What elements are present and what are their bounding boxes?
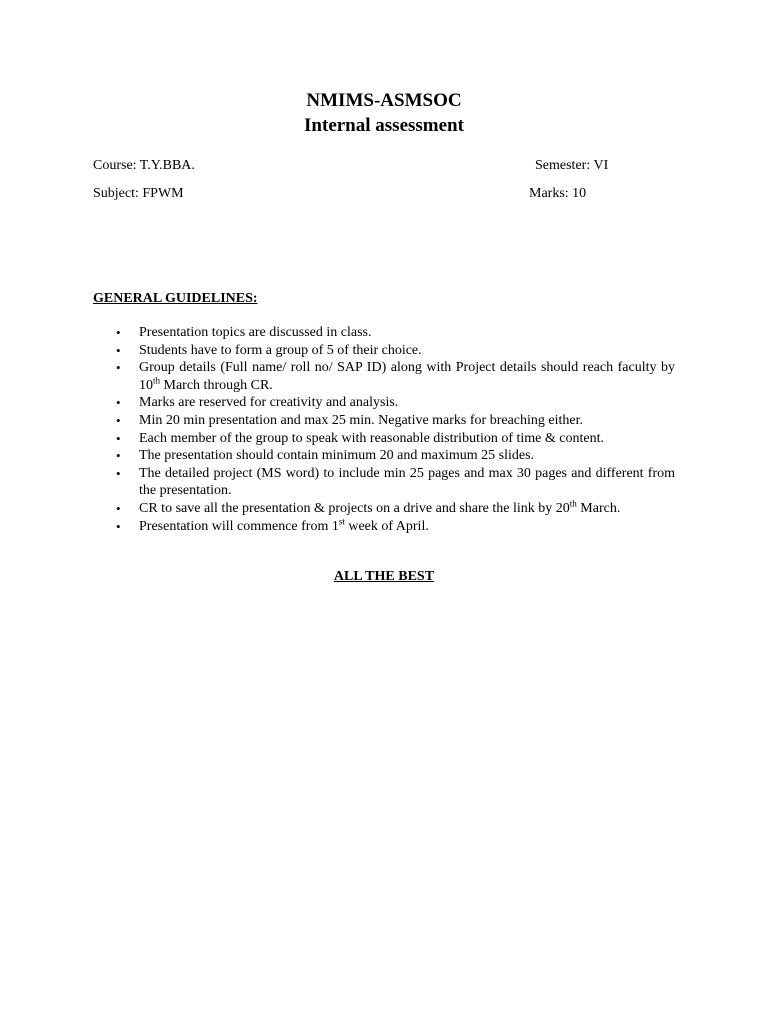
bullet-icon: •	[116, 325, 121, 340]
guideline-item	[93, 412, 675, 430]
guideline-item	[93, 342, 675, 360]
guideline-text: Each member of the group to speak with reasonable distribution of time & content.	[139, 430, 604, 446]
closing-text: ALL THE BEST	[333, 569, 435, 584]
guideline-item	[93, 515, 675, 536]
guideline-item	[93, 324, 675, 342]
closing-line	[0, 568, 768, 586]
bullet-icon: •	[116, 360, 121, 376]
guideline-text: The detailed project (MS word) to include min 25 pages and max 30 pages and different from the presentation.	[139, 465, 675, 499]
semester-label: Semester: VI	[535, 158, 609, 173]
course-label: Course: T.Y.BBA.	[93, 158, 195, 173]
bullet-icon: •	[116, 412, 121, 428]
guidelines-heading: GENERAL GUIDELINES:	[93, 291, 258, 306]
bullet-icon: •	[116, 518, 121, 534]
guideline-item	[93, 359, 675, 394]
bullet-icon: •	[116, 465, 121, 481]
guideline-text-part: Group details (Full name/ roll no/ SAP ID) along with Project details should reach faculty by 10	[139, 360, 675, 393]
guideline-text: Students have to form a group of 5 of their choice.	[139, 342, 422, 358]
guideline-text	[139, 515, 429, 534]
guideline-text: Min 20 min presentation and max 25 min. Negative marks for breaching either.	[139, 412, 583, 428]
ordinal-suffix: th	[569, 498, 577, 509]
guideline-text-part: Presentation will commence from 1	[139, 518, 339, 534]
document-subtitle: Internal assessment	[304, 115, 464, 136]
ordinal-suffix: th	[153, 375, 161, 386]
bullet-icon: •	[116, 430, 121, 446]
bullet-icon: •	[116, 448, 121, 464]
guideline-text: Presentation topics are discussed in class.	[139, 325, 372, 340]
guideline-text: Marks are reserved for creativity and analysis.	[139, 395, 399, 411]
guideline-text	[139, 498, 621, 516]
guideline-text-part: CR to save all the presentation & projects on a drive and share the link by 20	[139, 500, 570, 516]
guideline-item	[93, 500, 675, 518]
guideline-item	[93, 394, 675, 412]
guideline-text-part: March.	[576, 500, 621, 516]
bullet-icon: •	[116, 395, 121, 411]
guideline-item	[93, 430, 675, 448]
document-header	[0, 88, 768, 138]
bullet-icon: •	[116, 500, 121, 516]
guideline-text-part: week of April.	[344, 518, 429, 534]
ordinal-suffix: st	[338, 515, 345, 526]
guideline-item	[93, 465, 675, 500]
marks-label: Marks: 10	[529, 186, 587, 201]
guideline-text	[139, 360, 675, 393]
guideline-item	[93, 447, 675, 465]
bullet-icon: •	[116, 342, 121, 358]
guideline-text-part: March through CR.	[160, 377, 273, 393]
subject-label: Subject: FPWM	[93, 186, 184, 201]
institution-name: NMIMS-ASMSOC	[306, 90, 462, 111]
guidelines-list	[93, 324, 675, 535]
guideline-text: The presentation should contain minimum 20 and maximum 25 slides.	[139, 448, 535, 464]
